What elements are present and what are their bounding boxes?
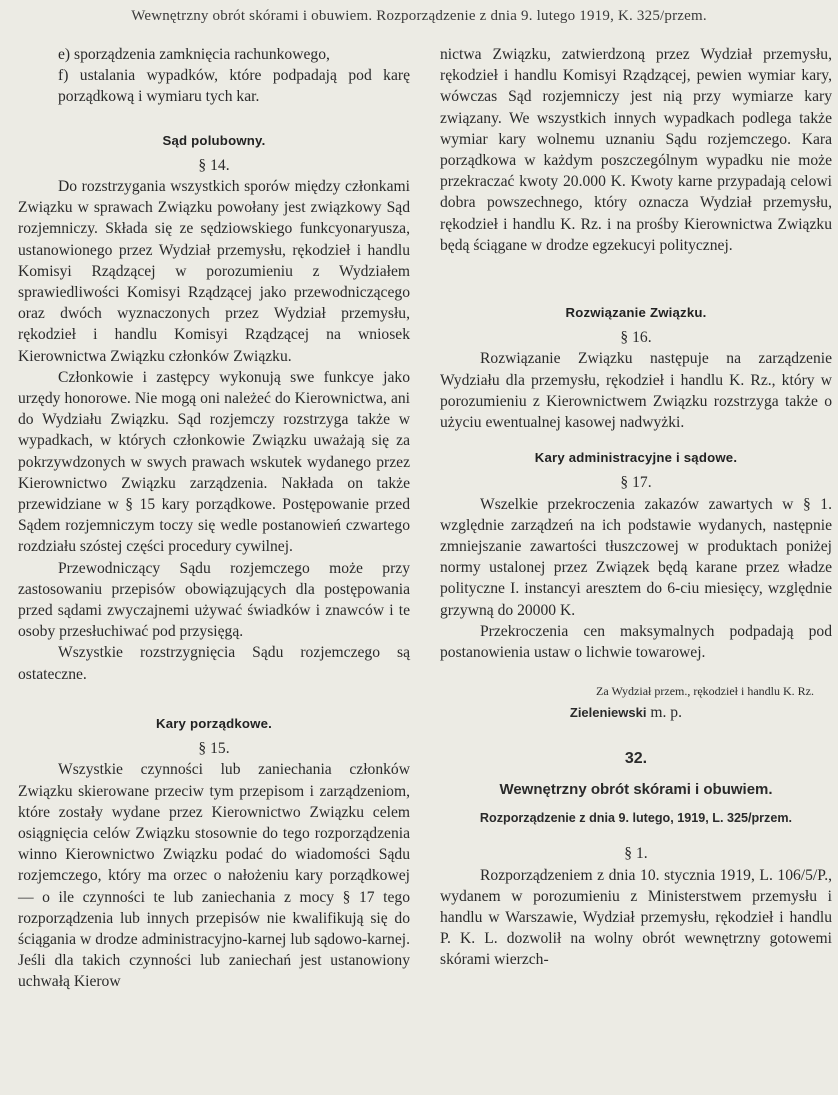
paragraph: Wszystkie rozstrzygnięcia Sądu rozjemczego są ostateczne. xyxy=(18,644,410,683)
paragraph-number-1: § 1. xyxy=(624,845,648,863)
running-header: Wewnętrzny obrót skórami i obuwiem. Rozporządzenie z dnia 9. lutego 1919, K. 325/przem. xyxy=(131,8,707,24)
section-heading-kary-administracyjne: Kary administracyjne i sądowe. xyxy=(534,450,738,466)
section-heading-sad-polubowny: Sąd polubowny. xyxy=(162,132,266,148)
left-column xyxy=(18,44,410,993)
paragraph: Wszelkie przekroczenia zakazów zawartych w § 1. względnie zarządzeń na ich podstawie wydanych, następnie zmniejszanie zawartości tłuszczowej w produktach poniżej normy ustalonej przez Związek będą karane przez władze polityczne I. instancyi aresztem do 6-ciu miesięcy, względnie grzywną do 20000 K. xyxy=(440,495,832,619)
list-item: f) ustalania wypadków, które podpadają pod karę porządkową i wymiaru tych kar. xyxy=(58,67,410,106)
section-heading-kary-porzadkowe: Kary porządkowe. xyxy=(155,715,273,731)
signature-name: Zieleniewski xyxy=(569,705,647,721)
paragraph: Przekroczenia cen maksymalnych podpadają pod postanowienia ustaw o lichwie towarowej. xyxy=(440,622,832,662)
paragraph: Rozwiązanie Związku następuje na zarządzenie Wydziału dla przemysłu, rękodzieł i handlu K. Rz., który w porozumieniu z Kierownictwem Związku rozstrzyga także o użyciu ewentualnej kasowej nadwyżki. xyxy=(440,350,832,432)
paragraph-continuation: nictwa Związku, zatwierdzoną przez Wydział przemysłu, rękodzieł i handlu Komisyi Rządzącej, pewien wymiar kary, wówczas Sąd rozjemniczy jest nią przy wymiarze kary związany. We wszystkich innych wypadkach podlega także wymiar kary wolnemu uznaniu Sądu rozjemczego. Kara porządkowa w każdym poszczególnym wypadku nie może przekraczać kwoty 20.000 K. Kwoty karne przypadają celowi dobra powszechnego, który oznacza Wydział przemysłu, rękodzieł i handlu K. Rz. i na prośby Kierownictwa Związku będą ściągane w drodze egzekucyi politycznej. xyxy=(440,46,832,254)
signature-suffix: m. p. xyxy=(650,704,682,722)
section-heading-rozwiazanie-zwiazku: Rozwiązanie Związku. xyxy=(565,305,707,321)
signature xyxy=(440,702,832,723)
paragraph: Wszystkie czynności lub zaniechania członków Związku skierowane przeciw tym przepisom i zarządzeniom, które zostały wydane przez Kierownictwo Związku celem osiągnięcia celów Związku stosownie do tego rozporządzenia winno Kierownictwo Związku podać do wiadomości Sądu rozjemczego, który ma orzec o nałożeniu kary porządkowej — o ile czynności te lub zaniechania z mocy § 17 tego rozporządzenia lub innych przepisów nie kwalifikują się do ściągania w drodze administracyjno-karnej lub sądowo-karnej. Jeśli dla takich czynności lub zaniechań jest ustanowiony uchwałą Kierow xyxy=(18,761,410,991)
document-subtitle: Rozporządzenie z dnia 9. lutego, 1919, L. 325/przem. xyxy=(479,811,793,826)
paragraph-number-15: § 15. xyxy=(198,740,230,758)
document-title: Wewnętrzny obrót skórami i obuwiem. xyxy=(499,780,773,798)
right-column xyxy=(440,44,832,971)
paragraph-number-16: § 16. xyxy=(620,329,652,347)
document-number: 32. xyxy=(624,749,648,767)
paragraph: Członkowie i zastępcy wykonują swe funkcye jako urzędy honorowe. Nie mogą oni należeć do Kierownictwa, ani do Wydziału Związku. Sąd rozjemczy rozstrzyga także w wypadkach, w których członkowie Związku uważają się za pokrzywdzonych w swych prawach wskutek wydanego przez Kierownictwo Związku zarządzenia. Nakłada on także przewidziane w § 15 kary porządkowe. Postępowanie przed Sądem rozjemniczym toczy się wedle postanowień czwartego rozdziału szóstej części procedury cywilnej. xyxy=(18,368,410,556)
paragraph: Do rozstrzygania wszystkich sporów między członkami Związku w sprawach Związku powołany jest związkowy Sąd rozjemniczy. Składa się ze sędziowskiego funkcyonaryusza, ustanowionego przez Wydział przemysłu, rękodzieł i handlu Komisyi Rządzącej w porozumieniu z Wydziałem sprawiedliwości Komisyi Rządzącej jako przewodniczącego oraz dwóch wyznaczonych przez Wydział przemysłu, rękodzieł i handlu Komisyi Rządzącej na wniosek Kierownictwa Związku członków Związku. xyxy=(18,178,410,365)
paragraph: Przewodniczący Sądu rozjemczego może przy zastosowaniu przepisów obowiązujących dla postępowania przed sądami zwyczajnemi używać świadków i znawców i te osoby przesłuchiwać pod przysięgą. xyxy=(18,559,410,641)
paragraph-number-17: § 17. xyxy=(620,474,652,492)
list-item: e) sporządzenia zamknięcia rachunkowego, xyxy=(58,46,330,63)
paragraph-number-14: § 14. xyxy=(198,156,230,174)
signature-authority: Za Wydział przem., rękodzieł i handlu K. Rz. xyxy=(596,684,814,699)
paragraph: Rozporządzeniem z dnia 10. stycznia 1919, L. 106/5/P., wydanem w porozumieniu z Ministerstwem przemysłu i handlu w Warszawie, Wydział przemysłu, rękodzieł i handlu P. K. L. dozwolił na wolny obrót wewnętrzny gotowemi skórami wierzch- xyxy=(440,866,832,969)
